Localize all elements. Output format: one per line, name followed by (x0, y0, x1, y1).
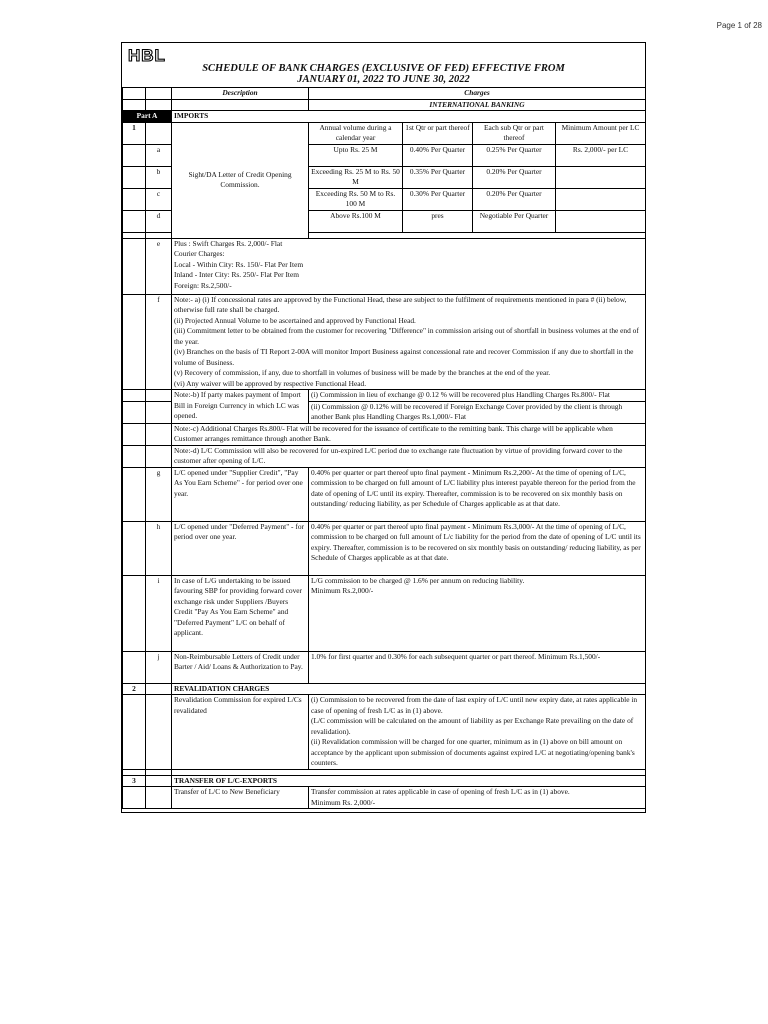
charges-header: Charges (309, 88, 646, 100)
note-b-label: Note:-b) If party makes payment of Import Bill in Foreign Currency in which LC was opened. (172, 390, 309, 424)
item-h-description: L/C opened under "Deferred Payment" - for period over one year. (172, 521, 309, 575)
first-quarter-cell: pres (403, 210, 473, 232)
item-g-row (123, 467, 646, 521)
each-quarter-cell: 0.20% Per Quarter (473, 166, 556, 188)
note-b-row-1 (123, 390, 646, 402)
minimum-cell: Rs. 2,000/- per LC (556, 144, 646, 166)
volume-cell: Upto Rs. 25 M (309, 144, 403, 166)
item-3-title-row (123, 775, 646, 787)
each-quarter-cell: 0.20% Per Quarter (473, 188, 556, 210)
each-quarter-cell: Negotiable Per Quarter (473, 210, 556, 232)
minimum-cell (556, 166, 646, 188)
sub-label: g (146, 467, 172, 521)
sub-label: h (146, 521, 172, 575)
note-a: Note:- a) (i) If concessional rates are approved by the Functional Head, these are subject to the fulfilment of requirements mentioned in para # (ii) below, otherwise full rate shall be charged. (ii) Projected Annual Volume to be ascertained and approved by Functional Head. (iii) Commitment letter to be obtained from the customer for recovering "Difference" in commission arising out of shortfall in business volumes at the end of the year. (iv) Branches on the basis of TI Report 2-00A will monitor Import Business against concessional rate and recover Commission if any due to shortfall in the volume of Business. (v) Recovery of commission, if any, due to shortfall in volumes of business will be made by the branches at the end of the year. (vi) Any waiver will be approved by respective Functional Head. (172, 294, 646, 390)
item-e-row (123, 238, 646, 294)
sub-label: a (146, 144, 172, 166)
item-1-number: 1 (123, 122, 146, 144)
item-2-title: REVALIDATION CHARGES (172, 683, 646, 695)
first-quarter-cell: 0.30% Per Quarter (403, 188, 473, 210)
description-header: Description (172, 88, 309, 100)
item-3-title: TRANSFER OF L/C-EXPORTS (172, 775, 646, 787)
item-3-description: Transfer of L/C to New Beneficiary (172, 787, 309, 809)
item-j-row (123, 651, 646, 683)
note-c: Note:-c) Additional Charges Rs.800/- Flat will be recovered for the issuance of certificate to the remitting bank. This charge will be applicable when Customer arranges remittance through another Bank. (172, 423, 646, 445)
note-b-ii: (ii) Commission @ 0.12% will be recovered if Foreign Exchange Cover provided by the client is through another Bank plus Handling Charges Rs.1,000/- Flat (309, 401, 646, 423)
part-a-row (123, 111, 646, 123)
item-1-description: Sight/DA Letter of Credit Opening Commission. (172, 122, 309, 238)
item-3-charge: Transfer commission at rates applicable in case of opening of fresh L/C as in (1) above. Minimum Rs. 2,000/- (309, 787, 646, 809)
sub-label: i (146, 575, 172, 651)
col-annual-volume: Annual volume during a calendar year (309, 122, 403, 144)
item-j-charge: 1.0% for first quarter and 0.30% for each subsequent quarter or part thereof. Minimum Rs.1,500/- (309, 651, 646, 683)
part-a-label: Part A (123, 111, 172, 123)
svg-text:HBL: HBL (128, 46, 166, 63)
item-g-description: L/C opened under "Supplier Credit", "Pay As You Earn Scheme" - for period over one year. (172, 467, 309, 521)
item-i-charge: L/G commission to be charged @ 1.6% per annum on reducing liability. Minimum Rs.2,000/- (309, 575, 646, 651)
item-h-row (123, 521, 646, 575)
item-3-row (123, 787, 646, 809)
item-i-description: In case of L/G undertaking to be issued favouring SBP for providing forward cover exchange risk under Suppliers /Buyers Credit "Pay As You Earn Scheme" and "Deferred Payment" L/C on behalf of applicant. (172, 575, 309, 651)
col-minimum-amount: Minimum Amount per LC (556, 122, 646, 144)
first-quarter-cell: 0.35% Per Quarter (403, 166, 473, 188)
item-1-header-row (123, 122, 646, 144)
section-row (123, 99, 646, 111)
note-d-row (123, 445, 646, 467)
item-i-row (123, 575, 646, 651)
item-2-number: 2 (123, 683, 146, 695)
volume-cell: Exceeding Rs. 25 M to Rs. 50 M (309, 166, 403, 188)
minimum-cell (556, 210, 646, 232)
charges-table (122, 87, 646, 809)
note-c-row (123, 423, 646, 445)
title-line-1: SCHEDULE OF BANK CHARGES (EXCLUSIVE OF FED) EFFECTIVE FROM (202, 63, 565, 74)
courier-charges: Plus : Swift Charges Rs. 2,000/- Flat Courier Charges: Local - Within City: Rs. 150/- Flat Per Item Inland - Inter City: Rs. 250/- Flat Per Item Foreign: Rs.2,500/- (172, 238, 646, 294)
title-line-2: JANUARY 01, 2022 TO JUNE 30, 2022 (297, 74, 470, 85)
volume-cell: Exceeding Rs. 50 M to Rs. 100 M (309, 188, 403, 210)
item-g-charge: 0.40% per quarter or part thereof upto final payment - Minimum Rs.2,200/- At the time of opening of L/C, commission to be charged on full amount of L/C liability plus interest payable thereon for the period from the date of opening of L/C until its expiry. Thereafter, commission is to be recovered on six monthly basis on outstanding/ reducing liability, as per Schedule of Charges applicable as at that date. (309, 467, 646, 521)
item-2-charge: (i) Commission to be recovered from the date of last expiry of L/C until new expiry date, at rates applicable in case of opening of fresh L/C as in (1) above. (L/C commission will be calculated on the amount of liability as per Exchange Rate prevailing on the date of revalidation). (ii) Revalidation commission will be charged for one quarter, minimum as in (1) above on bill amount on acceptance by the applicant upon submission of documents against expired L/C at negotiating/opening bank's counters. (309, 695, 646, 770)
page-number: Page 1 of 28 (716, 21, 762, 30)
note-d: Note:-d) L/C Commission will also be recovered for un-expired L/C period due to exchange rate fluctuation by virtue of providing forward cover to the customer after opening of L/C. (172, 445, 646, 467)
sub-label: j (146, 651, 172, 683)
column-header-row (123, 88, 646, 100)
schedule-sheet (121, 42, 646, 813)
item-2-row (123, 695, 646, 770)
volume-cell: Above Rs.100 M (309, 210, 403, 232)
item-2-description: Revalidation Commission for expired L/Cs revalidated (172, 695, 309, 770)
part-a-title: IMPORTS (172, 111, 646, 123)
minimum-cell (556, 188, 646, 210)
sub-label: c (146, 188, 172, 210)
sub-label: e (146, 238, 172, 294)
sub-label: f (146, 294, 172, 390)
col-first-quarter: 1st Qtr or part thereof (403, 122, 473, 144)
item-2-title-row (123, 683, 646, 695)
item-j-description: Non-Reimbursable Letters of Credit under Barter / Aid/ Loans & Authorization to Pay. (172, 651, 309, 683)
col-each-quarter: Each sub Qtr or part thereof (473, 122, 556, 144)
item-3-number: 3 (123, 775, 146, 787)
section-title: INTERNATIONAL BANKING (309, 99, 646, 111)
hbl-logo (127, 46, 171, 63)
sub-label: d (146, 210, 172, 232)
note-b-i: (i) Commission in lieu of exchange @ 0.12 % will be recovered plus Handling Charges Rs.800/- Flat (309, 390, 646, 402)
item-f-row (123, 294, 646, 390)
sub-label: b (146, 166, 172, 188)
item-h-charge: 0.40% per quarter or part thereof upto final payment - Minimum Rs.3,000/- At the time of opening of L/C, commission to be charged on full amount of L/c liability for the period from the date of opening of L/C until its expiry. Thereafter, commission is to be recovered on six monthly basis on outstanding/ reducing liability, as per Schedule of Charges applicable as at that date. (309, 521, 646, 575)
each-quarter-cell: 0.25% Per Quarter (473, 144, 556, 166)
first-quarter-cell: 0.40% Per Quarter (403, 144, 473, 166)
